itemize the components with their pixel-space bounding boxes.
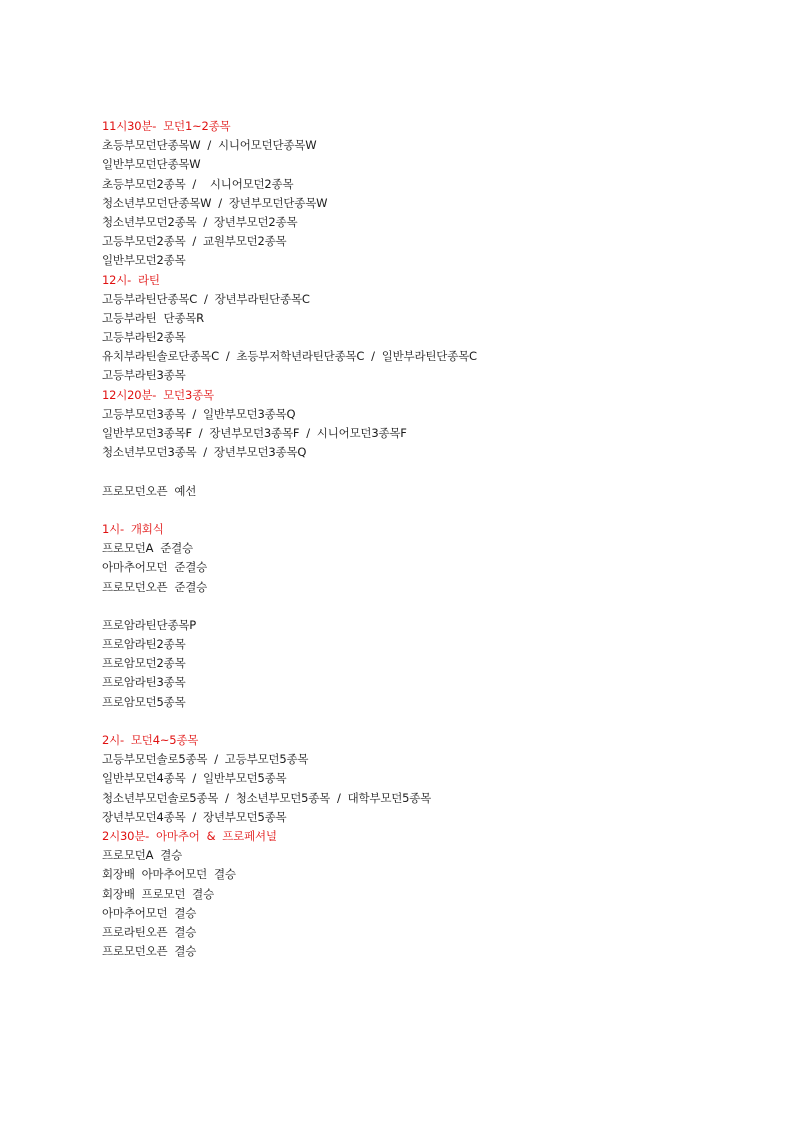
event-line: 일반부모던3종목F / 장년부모던3종목F / 시니어모던3종목F <box>102 426 407 440</box>
event-line: 프로암모던5종목 <box>102 694 186 709</box>
event-line: 고등부라틴2종목 <box>102 330 186 345</box>
event-line: 프로모던오픈 결승 <box>102 944 197 959</box>
event-line: 고등부라틴 단종목R <box>102 310 204 325</box>
event-line: 고등부라틴단종목C / 장년부라틴단종목C <box>102 291 310 306</box>
event-line: 청소년부모던2종목 / 장년부모던2종목 <box>102 214 298 229</box>
event-line: 초등부모던단종목W / 시니어모던단종목W <box>102 138 317 153</box>
spacer <box>102 597 762 616</box>
event-line: 프로모던A 결승 <box>102 848 183 863</box>
event-line: 프로암라틴단종목P <box>102 617 197 632</box>
event-line: 프로암라틴2종목 <box>102 637 186 652</box>
section-heading: 2시- 모던4~5종목 <box>102 733 199 747</box>
spacer <box>102 712 762 731</box>
event-line: 고등부모던3종목 / 일반부모던3종목Q <box>102 406 296 421</box>
event-line: 회장배 프로모던 결승 <box>102 886 215 901</box>
event-line: 유치부라틴솔로단종목C / 초등부저학년라틴단종목C / 일반부라틴단종목C <box>102 349 477 364</box>
event-line: 회장배 아마추어모던 결승 <box>102 867 236 882</box>
event-line: 청소년부모던3종목 / 장년부모던3종목Q <box>102 445 307 460</box>
event-line: 프로암라틴3종목 <box>102 675 186 690</box>
document-page <box>102 117 762 961</box>
event-line: 일반부모던4종목 / 일반부모던5종목 <box>102 771 287 786</box>
section-heading: 11시30분- 모던1~2종목 <box>102 119 231 133</box>
event-line: 고등부모던솔로5종목 / 고등부모던5종목 <box>102 752 309 767</box>
section-heading: 12시20분- 모던3종목 <box>102 387 214 402</box>
section-heading: 2시30분- 아마추어 & 프로페셔널 <box>102 828 277 843</box>
event-line: 아마추어모던 결승 <box>102 905 197 920</box>
spacer <box>102 501 762 520</box>
event-line: 프로모던A 준결승 <box>102 541 193 556</box>
event-line: 일반부모던2종목 <box>102 253 186 268</box>
event-line: 프로라틴오픈 결승 <box>102 924 197 939</box>
event-line: 장년부모던4종목 / 장년부모던5종목 <box>102 809 287 824</box>
event-line: 프로모던오픈 준결승 <box>102 579 208 594</box>
event-line: 청소년부모던솔로5종목 / 청소년부모던5종목 / 대학부모던5종목 <box>102 790 432 805</box>
event-line: 프로암모던2종목 <box>102 656 186 671</box>
section-heading: 1시- 개회식 <box>102 521 164 536</box>
event-line: 초등부모던2종목 / 시니어모던2종목 <box>102 176 294 191</box>
event-line: 일반부모던단종목W <box>102 157 201 172</box>
event-line: 청소년부모던단종목W / 장년부모던단종목W <box>102 195 328 210</box>
event-line: 아마추어모던 준결승 <box>102 560 208 575</box>
event-line: 고등부라틴3종목 <box>102 368 186 383</box>
event-line: 고등부모던2종목 / 교원부모던2종목 <box>102 234 287 249</box>
section-heading: 12시- 라틴 <box>102 272 160 287</box>
event-line: 프로모던오픈 예선 <box>102 483 197 498</box>
spacer <box>102 462 762 481</box>
